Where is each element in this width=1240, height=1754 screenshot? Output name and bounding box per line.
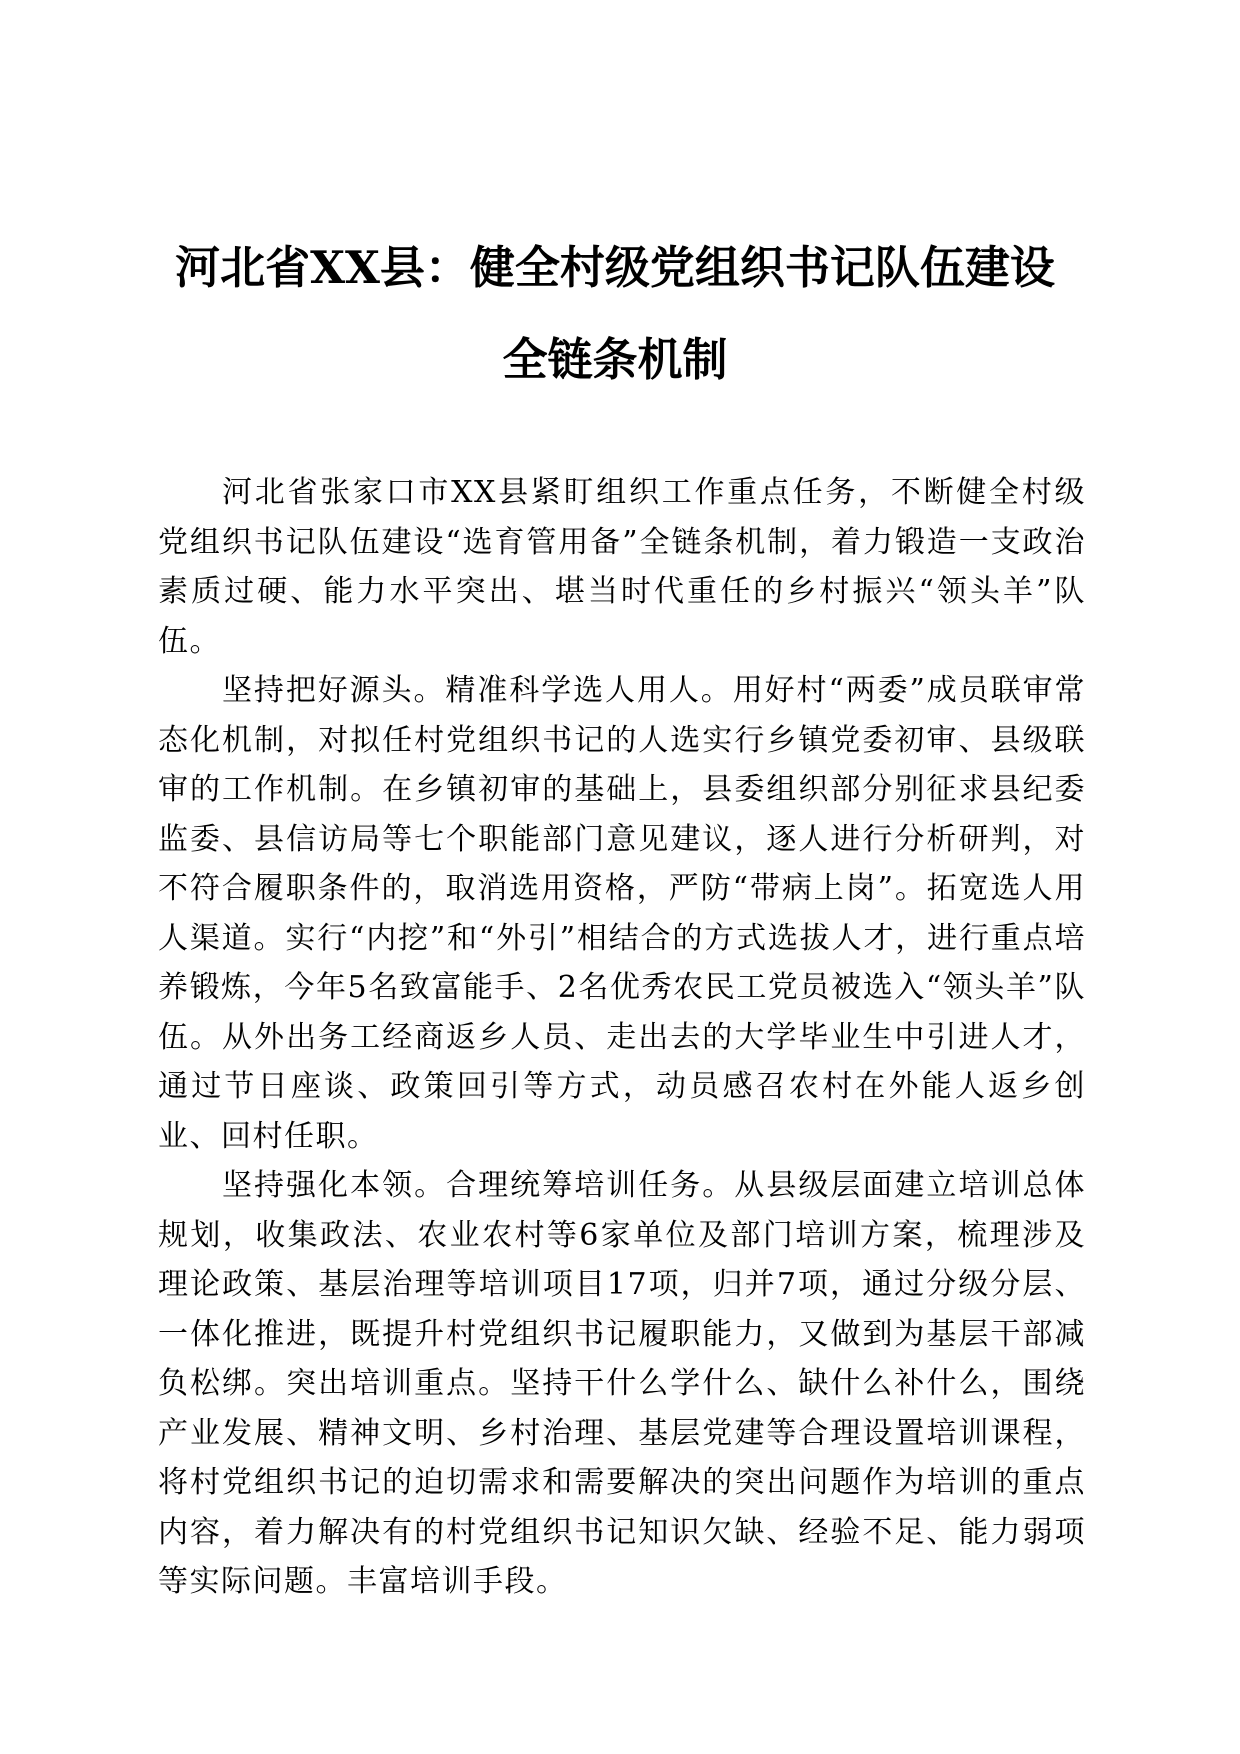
title-line-2: 全链条机制 [502, 333, 728, 386]
document-body [158, 468, 1086, 1607]
title-line-1: 河北省XX县：健全村级党组织书记队伍建设 [175, 241, 1055, 294]
paragraph-intro: 河北省张家口市XX县紧盯组织工作重点任务，不断健全村级党组织书记队伍建设“选育管用备”全链条机制，着力锻造一支政治素质过硬、能力水平突出、堪当时代重任的乡村振兴“领头羊”队伍。 [158, 475, 1086, 659]
document-title [150, 222, 1080, 406]
paragraph-skill-training: 坚持强化本领。合理统筹培训任务。从县级层面建立培训总体规划，收集政法、农业农村等6家单位及部门培训方案，梳理涉及理论政策、基层治理等培训项目17项，归并7项，通过分级分层、一体化推进，既提升村党组织书记履职能力，又做到为基层干部减负松绑。突出培训重点。坚持干什么学什么、缺什么补什么，围绕产业发展、精神文明、乡村治理、基层党建等合理设置培训课程，将村党组织书记的迫切需求和需要解决的突出问题作为培训的重点内容，着力解决有的村党组织书记知识欠缺、经验不足、能力弱项等实际问题。丰富培训手段。 [158, 1168, 1086, 1599]
paragraph-source-selection: 坚持把好源头。精准科学选人用人。用好村“两委”成员联审常态化机制，对拟任村党组织书记的人选实行乡镇党委初审、县级联审的工作机制。在乡镇初审的基础上，县委组织部分别征求县纪委监委、县信访局等七个职能部门意见建议，逐人进行分析研判，对不符合履职条件的，取消选用资格，严防“带病上岗”。拓宽选人用人渠道。实行“内挖”和“外引”相结合的方式选拔人才，进行重点培养锻炼，今年5名致富能手、2名优秀农民工党员被选入“领头羊”队伍。从外出务工经商返乡人员、走出去的大学毕业生中引进人才，通过节日座谈、政策回引等方式，动员感召农村在外能人返乡创业、回村任职。 [158, 673, 1086, 1154]
